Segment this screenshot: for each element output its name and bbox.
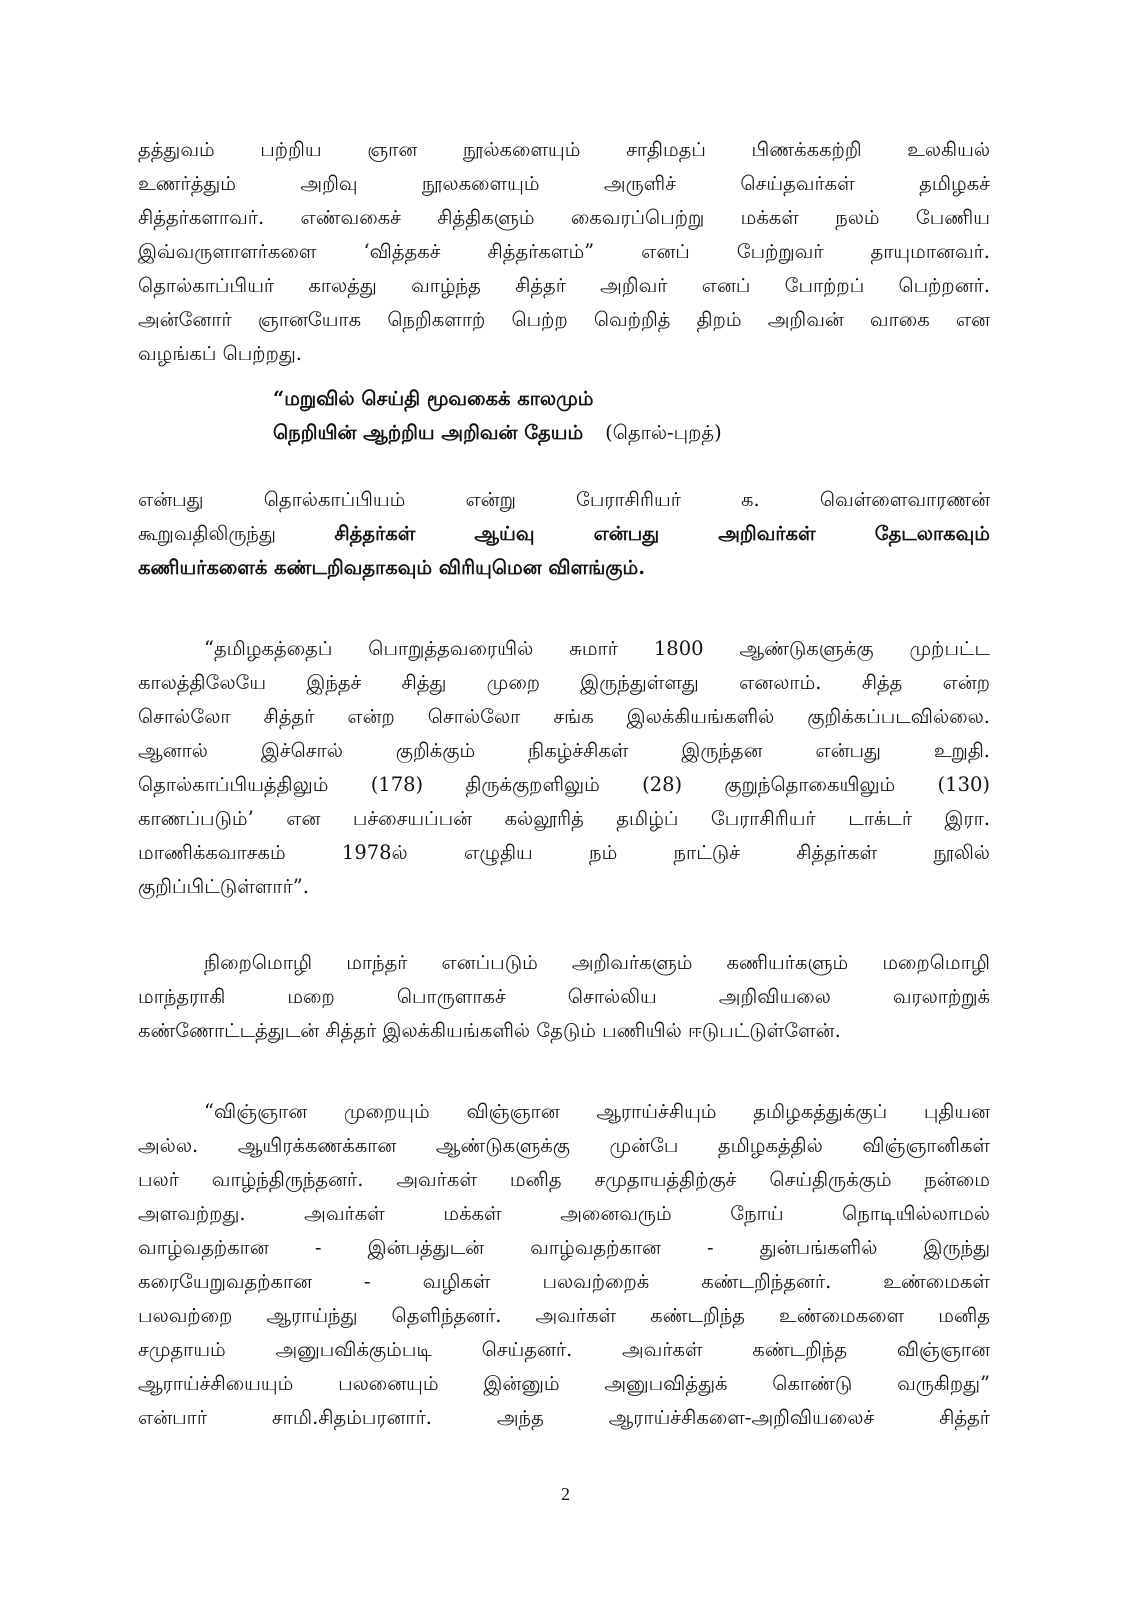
paragraph-science-quote bbox=[138, 1095, 990, 1435]
text-line: காணப்படும்’ என பச்சையப்பன் கல்லூரித் தமிழ்ப் பேராசிரியர் டாக்டர் இரா. bbox=[138, 807, 990, 830]
paragraph-tholkappiyam bbox=[138, 483, 990, 585]
text-bold: சித்தர்கள் ஆய்வு என்பது அறிவர்கள் தேடலாகவும் bbox=[334, 522, 990, 545]
text-line: உணர்த்தும் அறிவு நூலகளையும் அருளிச் செய்தவர்கள் தமிழகச் bbox=[138, 172, 990, 195]
text-line: “விஞ்ஞான முறையும் விஞ்ஞான ஆராய்ச்சியும் தமிழகத்துக்குப் புதியன bbox=[204, 1100, 990, 1123]
quote-line bbox=[273, 416, 873, 450]
text-line-bold: கணியர்களைக் கண்டறிவதாகவும் விரியுமென விளங்கும். bbox=[138, 556, 645, 579]
text-line: ஆனால் இச்சொல் குறிக்கும் நிகழ்ச்சிகள் இருந்தன என்பது உறுதி. bbox=[138, 739, 990, 762]
text-line: சொல்லோ சித்தர் என்ற சொல்லோ சங்க இலக்கியங்களில் குறிக்கப்படவில்லை. bbox=[138, 705, 990, 728]
paragraph-research-statement bbox=[138, 946, 990, 1048]
text-normal: கூறுவதிலிருந்து bbox=[138, 522, 276, 545]
text-line: தொல்காப்பியத்திலும் (178) திருக்குறளிலும் (28) குறுந்தொகையிலும் (130) bbox=[138, 773, 990, 796]
text-line: அளவற்றது. அவர்கள் மக்கள் அனைவரும் நோய் நொடியில்லாமல் bbox=[138, 1202, 990, 1225]
text-line: வாழ்வதற்கான - இன்பத்துடன் வாழ்வதற்கான - துன்பங்களில் இருந்து bbox=[138, 1236, 990, 1259]
quote-line: “மறுவில் செய்தி மூவகைக் காலமும் bbox=[273, 387, 594, 410]
text-line: ஆராய்ச்சியையும் பலனையும் இன்னும் அனுபவித்துக் கொண்டு வருகிறது” bbox=[138, 1372, 990, 1395]
text-line: தத்துவம் பற்றிய ஞான நூல்களையும் சாதிமதப் பிணக்ககற்றி உலகியல் bbox=[138, 138, 990, 161]
text-line: பலவற்றை ஆராய்ந்து தெளிந்தனர். அவர்கள் கண்டறிந்த உண்மைகளை மனித bbox=[138, 1304, 990, 1327]
text-line: வழங்கப் பெற்றது. bbox=[138, 342, 302, 365]
text-line: சமுதாயம் அனுபவிக்கும்படி செய்தனர். அவர்கள் கண்டறிந்த விஞ்ஞான bbox=[138, 1338, 990, 1361]
text-line: “தமிழகத்தைப் பொறுத்தவரையில் சுமார் 1800 ஆண்டுகளுக்கு முற்பட்ட bbox=[204, 637, 990, 660]
text-line: இவ்வருளாளர்களை ‘வித்தகச் சித்தர்களம்” எனப் பேற்றுவர் தாயுமானவர். bbox=[138, 240, 990, 263]
text-line: சித்தர்களாவர். எண்வகைச் சித்திகளும் கைவரப்பெற்று மக்கள் நலம் பேணிய bbox=[138, 206, 990, 229]
text-line: மாந்தராகி மறை பொருளாகச் சொல்லிய அறிவியலை வரலாற்றுக் bbox=[138, 985, 990, 1008]
text-line: என்பார் சாமி.சிதம்பரனார். அந்த ஆராய்ச்சிகளை-அறிவியலைச் சித்தர் bbox=[138, 1406, 990, 1429]
quote-line-text: நெறியின் ஆற்றிய அறிவன் தேயம் bbox=[273, 421, 584, 444]
text-line: அன்னோர் ஞானயோக நெறிகளாற் பெற்ற வெற்றித் திறம் அறிவன் வாகை என bbox=[138, 308, 990, 331]
text-line: பலர் வாழ்ந்திருந்தனர். அவர்கள் மனித சமுதாயத்திற்குச் செய்திருக்கும் நன்மை bbox=[138, 1168, 990, 1191]
text-line: கண்ணோட்டத்துடன் சித்தர் இலக்கியங்களில் தேடும் பணியில் ஈடுபட்டுள்ளேன். bbox=[138, 1019, 841, 1042]
block-quote bbox=[273, 382, 873, 450]
text-line: கரையேறுவதற்கான - வழிகள் பலவற்றைக் கண்டறிந்தனர். உண்மைகள் bbox=[138, 1270, 990, 1293]
text-line: குறிப்பிட்டுள்ளார்”. bbox=[138, 875, 309, 898]
text-line: நிறைமொழி மாந்தர் எனப்படும் அறிவர்களும் கணியர்களும் மறைமொழி bbox=[204, 951, 990, 974]
page-number: 2 bbox=[561, 1484, 570, 1504]
text-line: காலத்திலேயே இந்தச் சித்து முறை இருந்துள்ளது எனலாம். சித்த என்ற bbox=[138, 671, 990, 694]
text-line: அல்ல. ஆயிரக்கணக்கான ஆண்டுகளுக்கு முன்பே தமிழகத்தில் விஞ்ஞானிகள் bbox=[138, 1134, 990, 1157]
text-line: மாணிக்கவாசகம் 1978ல் எழுதிய நம் நாட்டுச் சித்தர்கள் நூலில் bbox=[138, 841, 990, 864]
text-line: என்பது தொல்காப்பியம் என்று பேராசிரியர் க. வெள்ளைவாரணன் bbox=[138, 488, 990, 511]
text-line-mixed bbox=[138, 517, 990, 551]
text-line: தொல்காப்பியர் காலத்து வாழ்ந்த சித்தர் அறிவர் எனப் போற்றப் பெற்றனர். bbox=[138, 274, 990, 297]
paragraph-siddhars-intro bbox=[138, 133, 990, 371]
paragraph-history-quote bbox=[138, 632, 990, 904]
quote-citation: (தொல்-புறத்) bbox=[605, 421, 722, 444]
